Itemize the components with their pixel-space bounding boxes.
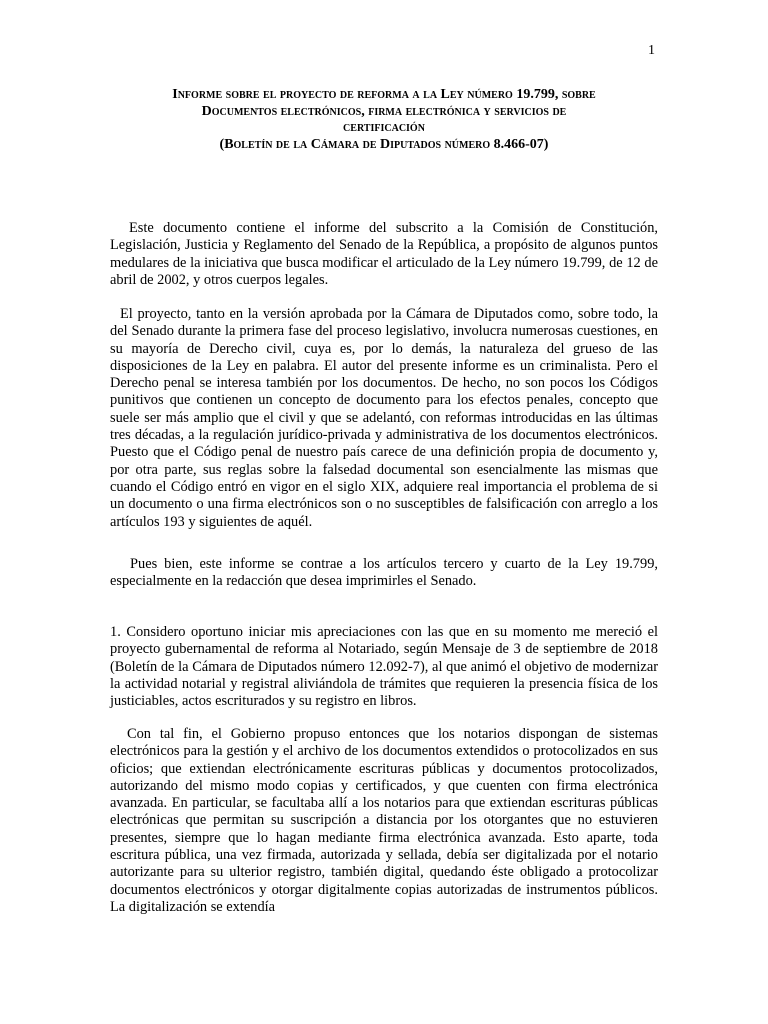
paragraph-block xyxy=(110,624,658,710)
paragraph: Con tal fin, el Gobierno propuso entonces que los notarios dispongan de sistemas electrónicos para la gestión y el archivo de los documentos extendidos o protocolizados en sus oficios; que extiendan electrónicamente escrituras públicas y documentos protocolizados, autorizando del mismo modo copias y certificados, y que cuenten con firma electrónica avanzada. En particular, se facultaba allí a los notarios para que extiendan escrituras públicas electrónicas que permitan su suscripción a distancia por los otorgantes que no estuvieren presentes, siempre que lo hagan mediante firma electrónica avanzada. Esto aparte, toda escritura pública, una vez firmada, autorizada y sellada, debía ser digitalizada por el notario autorizante para su ulterior registro, también digital, quedando éste obligado a protocolizar documentos electrónicos y otorgar digitalmente copias autorizadas de instrumentos públicos. La digitalización se extendía xyxy=(110,726,658,915)
document-title xyxy=(110,87,658,153)
paragraph-block xyxy=(110,556,658,591)
paragraph: 1. Considero oportuno iniciar mis apreciaciones con las que en su momento me mereció el proyecto gubernamental de reforma al Notariado, según Mensaje de 3 de septiembre de 2018 (Boletín de la Cámara de Diputados número 12.092-7), al que animó el objetivo de modernizar la actividad notarial y registral aliviándola de trámites que requieren la presencia física de los justiciables, actos escriturados y su registro en libros. xyxy=(110,624,658,710)
title-line-2: Documentos electrónicos, firma electrónica y servicios de xyxy=(201,103,567,119)
title-line-1: Informe sobre el proyecto de reforma a la Ley número 19.799, sobre xyxy=(172,87,596,102)
paragraph-block xyxy=(110,726,658,916)
paragraph-block xyxy=(110,220,658,289)
title-line-3: certificación xyxy=(343,120,425,135)
page-number: 1 xyxy=(648,43,655,58)
paragraph: Pues bien, este informe se contrae a los artículos tercero y cuarto de la Ley 19.799, especialmente en la redacción que desea imprimirles el Senado. xyxy=(110,556,658,590)
title-line-4: (Boletín de la Cámara de Diputados número 8.466-07) xyxy=(219,136,549,152)
paragraph: Este documento contiene el informe del subscrito a la Comisión de Constitución, Legislación, Justicia y Reglamento del Senado de la República, a propósito de algunos puntos medulares de la iniciativa que busca modificar el articulado de la Ley número 19.799, de 12 de abril de 2002, y otros cuerpos legales. xyxy=(110,220,658,288)
paragraph-block xyxy=(110,306,658,531)
paragraph: El proyecto, tanto en la versión aprobada por la Cámara de Diputados como, sobre todo, la del Senado durante la primera fase del proceso legislativo, involucra numerosas cuestiones, en su mayoría de Derecho civil, cuya es, por lo demás, la naturaleza del grueso de las disposiciones de la Ley en palabra. El autor del presente informe es un criminalista. Pero el Derecho penal se interesa también por los documentos. De hecho, no son pocos los Códigos punitivos que contienen un concepto de documento para los efectos penales, concepto que suele ser más amplio que el civil y que se adelantó, con reformas introducidas en las últimas tres décadas, a la regulación jurídico-privada y administrativa de los documentos electrónicos. Puesto que el Código penal de nuestro país carece de una definición propia de documento y, por otra parte, sus reglas sobre la falsedad documental son esencialmente las mismas que cuando el Código entró en vigor en el siglo XIX, adquiere real importancia el problema de si un documento o una firma electrónicos son o no susceptibles de falsificación con arreglo a los artículos 193 y siguientes de aquél. xyxy=(110,306,658,530)
